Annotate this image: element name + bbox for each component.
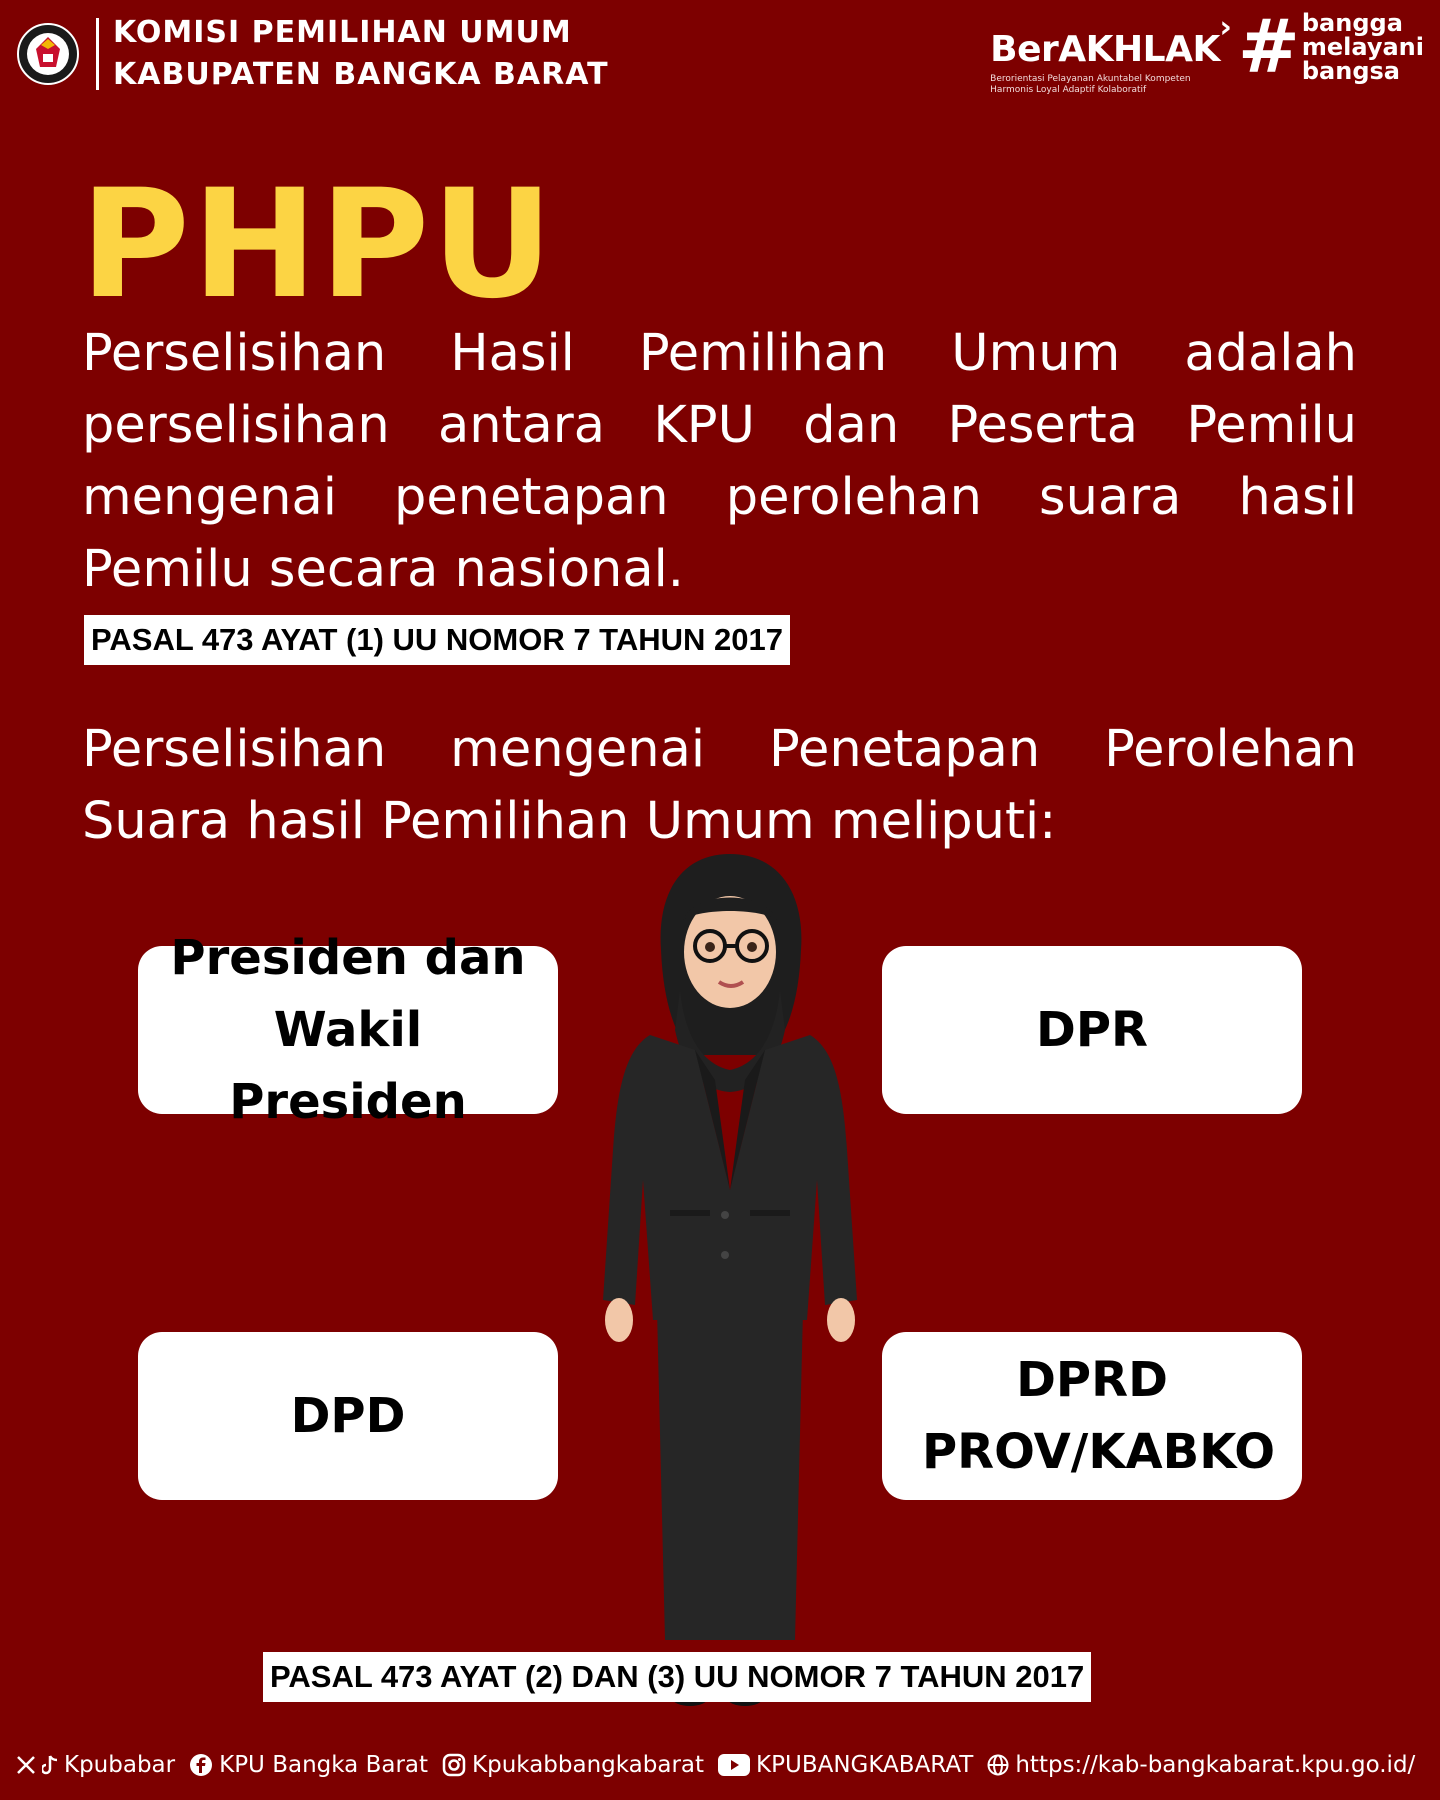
social-facebook[interactable]	[189, 1752, 428, 1778]
slogan-word: bangga	[1301, 9, 1403, 37]
facebook-icon	[189, 1753, 213, 1777]
header-org	[16, 14, 609, 94]
slogan-word: bangsa	[1301, 57, 1400, 85]
kpu-seal-icon	[16, 19, 80, 89]
x-tiktok-handle: Kpubabar	[64, 1752, 176, 1778]
tiktok-icon	[42, 1755, 58, 1775]
definition-text: Perselisihan Hasil Pemilihan Umum adalah perselisihan antara KPU dan Peserta Pemilu mengenai penetapan perolehan suara hasil Pemilu secara nasional.	[82, 324, 1357, 599]
social-website[interactable]	[987, 1752, 1415, 1778]
category-card-dpd	[138, 1332, 558, 1500]
social-footer	[16, 1752, 1436, 1778]
social-youtube[interactable]	[718, 1752, 973, 1778]
bangga-melayani-bangsa-logo	[1237, 4, 1424, 90]
berakhlak-subtitle: Berorientasi Pelayanan Akuntabel Kompeten Harmonis Loyal Adaptif Kolaboratif	[990, 74, 1191, 95]
scope-intro-text: Perselisihan mengenai Penetapan Perolehan Suara hasil Pemilihan Umum meliputi:	[82, 720, 1357, 851]
x-icon	[16, 1755, 36, 1775]
social-x-tiktok[interactable]	[16, 1752, 175, 1778]
berakhlak-word: BerAKHLAK	[990, 29, 1220, 70]
header-badges	[990, 4, 1424, 96]
hashtag-icon: #	[1237, 4, 1300, 90]
category-card-dprd	[882, 1332, 1302, 1500]
header-divider	[96, 18, 99, 90]
category-label: DPD	[290, 1388, 406, 1444]
globe-icon	[987, 1754, 1009, 1776]
law-reference-2: PASAL 473 AYAT (2) DAN (3) UU NOMOR 7 TAHUN 2017	[263, 1652, 1091, 1702]
category-card-dpr	[882, 946, 1302, 1114]
social-instagram[interactable]	[442, 1752, 704, 1778]
youtube-icon	[718, 1754, 750, 1776]
category-label: DPRD PROV/KABKO	[922, 1352, 1276, 1480]
youtube-handle: KPUBANGKABARAT	[756, 1752, 974, 1778]
org-name-line1: KOMISI PEMILIHAN UMUM	[113, 15, 572, 50]
chevron-right-icon: ›	[1219, 10, 1232, 45]
woman-figure-illustration	[595, 850, 865, 1720]
facebook-handle: KPU Bangka Barat	[219, 1752, 429, 1778]
website-url: https://kab-bangkabarat.kpu.go.id/	[1015, 1752, 1416, 1778]
category-label: DPR	[1036, 1002, 1148, 1058]
category-card-presiden	[138, 930, 558, 1130]
berakhlak-logo	[990, 10, 1232, 96]
instagram-icon	[442, 1753, 466, 1777]
slogan-word: melayani	[1301, 33, 1424, 61]
law-reference-1: PASAL 473 AYAT (1) UU NOMOR 7 TAHUN 2017	[84, 615, 790, 665]
category-label: Presiden dan Wakil Presiden	[170, 930, 526, 1130]
page-title: PHPU	[80, 158, 556, 332]
org-name-line2: KABUPATEN BANGKA BARAT	[113, 57, 609, 92]
instagram-handle: Kpukabbangkabarat	[472, 1752, 705, 1778]
